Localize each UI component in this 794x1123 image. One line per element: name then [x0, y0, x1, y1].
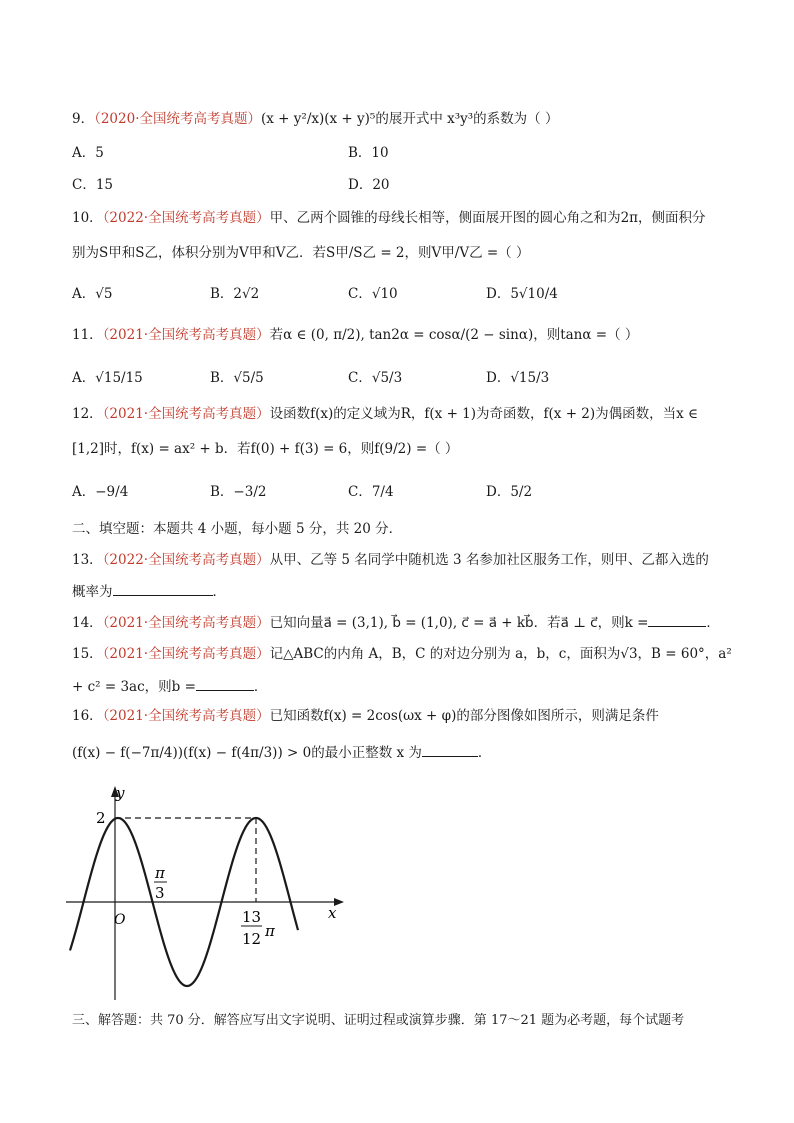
- question-source: （2021·全国统考高考真题）: [102, 708, 270, 724]
- question-10: [72, 208, 706, 228]
- answer-blank[interactable]: [648, 612, 706, 627]
- question-13: [72, 550, 709, 570]
- question-stem: (f(x) − f(−7π/4))(f(x) − f(4π/3)) > 0的最小正整数 x 为: [72, 745, 422, 761]
- question-stem: 已知函数f(x) = 2cos(ωx + φ)的部分图像如图所示，则满足条件: [269, 708, 659, 724]
- cosine-graph: [66, 778, 356, 1004]
- question-stem: + c² = 3ac，则b =: [72, 679, 196, 695]
- y-axis-label: y: [116, 784, 125, 802]
- option-a: A．√5: [72, 286, 113, 302]
- question-number: 16．: [72, 708, 103, 724]
- question-number: 12．: [72, 406, 103, 422]
- question-source: （2020·全国统考高考真题）: [94, 111, 261, 127]
- question-stem: (x + y²/x)(x + y)⁵的展开式中 x³y³的系数为（ ）: [261, 111, 559, 127]
- question-number: 9．: [72, 111, 95, 127]
- question-source: （2021·全国统考高考真题）: [102, 406, 270, 422]
- option-d: D．√15/3: [486, 370, 550, 386]
- pi-third-numerator: π: [155, 864, 165, 882]
- question-stem: 记△ABC的内角 A，B，C 的对边分别为 a，b，c，面积为√3，B = 60°，a²: [269, 646, 732, 662]
- peak-value-label: 2: [96, 809, 106, 827]
- section-heading-solutions: 三、解答题：共 70 分．解答应写出文字说明、证明过程或演算步骤．第 17～21 题为必考题，每个试题考: [72, 1013, 685, 1028]
- option-a: A．−9/4: [72, 484, 129, 500]
- question-16-cont: (f(x) − f(−7π/4))(f(x) − f(4π/3)) > 0的最小正整数 x 为 ．: [72, 742, 491, 763]
- question-stem: 设函数f(x)的定义域为R，f(x + 1)为奇函数，f(x + 2)为偶函数，当x ∈: [269, 406, 699, 422]
- option-c: C．15: [72, 177, 114, 193]
- question-stem: 别为S甲和S乙，体积分别为V甲和V乙．若S甲/S乙 = 2，则V甲/V乙 =（ ）: [72, 245, 530, 261]
- option-b: B．√5/5: [210, 370, 264, 386]
- option-a: A．√15/15: [72, 370, 143, 386]
- question-source: （2022·全国统考高考真题）: [102, 210, 270, 226]
- answer-blank[interactable]: [113, 581, 213, 596]
- thirteen-twelfths-denominator: 12: [242, 930, 262, 948]
- question-source: （2021·全国统考高考真题）: [102, 327, 270, 343]
- question-number: 11．: [72, 327, 103, 343]
- thirteen-twelfths-pi: π: [265, 922, 275, 940]
- origin-label: O: [114, 912, 126, 928]
- pi-third-denominator: 3: [155, 884, 165, 902]
- question-15-cont: + c² = 3ac，则b = ．: [72, 676, 267, 697]
- question-number: 14．: [72, 615, 103, 631]
- option-b: B．−3/2: [210, 484, 267, 500]
- question-number: 13．: [72, 552, 103, 568]
- question-stem: 从甲、乙等 5 名同学中随机选 3 名参加社区服务工作，则甲、乙都入选的: [269, 552, 709, 568]
- thirteen-twelfths-numerator: 13: [242, 908, 262, 926]
- option-d: D．5√10/4: [486, 286, 558, 302]
- answer-blank[interactable]: [422, 742, 478, 757]
- option-b: B．2√2: [210, 286, 260, 302]
- question-number: 10．: [72, 210, 103, 226]
- question-16: [72, 706, 659, 726]
- question-15: [72, 644, 732, 664]
- option-d: D．20: [348, 177, 390, 193]
- question-stem: 若α ∈ (0, π/2), tan2α = cosα/(2 − sinα)，则tanα =（ ）: [269, 327, 639, 343]
- question-source: （2021·全国统考高考真题）: [102, 615, 270, 631]
- option-b: B．10: [348, 145, 389, 161]
- option-c: C．7/4: [348, 484, 394, 500]
- question-12: [72, 404, 698, 424]
- question-stem: 概率为: [72, 584, 113, 600]
- question-stem: [1,2]时，f(x) = ax² + b．若f(0) + f(3) = 6，则f(9/2) =（ ）: [72, 441, 459, 457]
- question-stem: 已知向量a⃗ = (3,1), b⃗ = (1,0), c⃗ = a⃗ + kb⃗．若a⃗ ⊥ c⃗，则k =: [269, 615, 649, 631]
- question-number: 15．: [72, 646, 103, 662]
- question-11: [72, 325, 638, 345]
- section-heading-fill-in: 二、填空题：本题共 4 小题，每小题 5 分，共 20 分．: [72, 521, 403, 537]
- question-10-cont: [72, 243, 529, 263]
- x-axis-label: x: [328, 904, 337, 922]
- question-13-cont: 概率为 ．: [72, 581, 226, 602]
- question-14: 14．（2021·全国统考高考真题）已知向量a⃗ = (3,1), b⃗ = (1,0), c⃗ = a⃗ + kb⃗．若a⃗ ⊥ c⃗，则k = ．: [72, 612, 720, 633]
- answer-blank[interactable]: [196, 676, 254, 691]
- question-9: [72, 109, 558, 129]
- option-d: D．5/2: [486, 484, 533, 500]
- question-12-cont: [72, 439, 458, 459]
- option-c: C．√5/3: [348, 370, 403, 386]
- question-source: （2021·全国统考高考真题）: [102, 646, 270, 662]
- option-c: C．√10: [348, 286, 398, 302]
- question-stem: 甲、乙两个圆锥的母线长相等，侧面展开图的圆心角之和为2π，侧面积分: [269, 210, 706, 226]
- option-a: A．5: [72, 145, 104, 161]
- question-source: （2022·全国统考高考真题）: [102, 552, 270, 568]
